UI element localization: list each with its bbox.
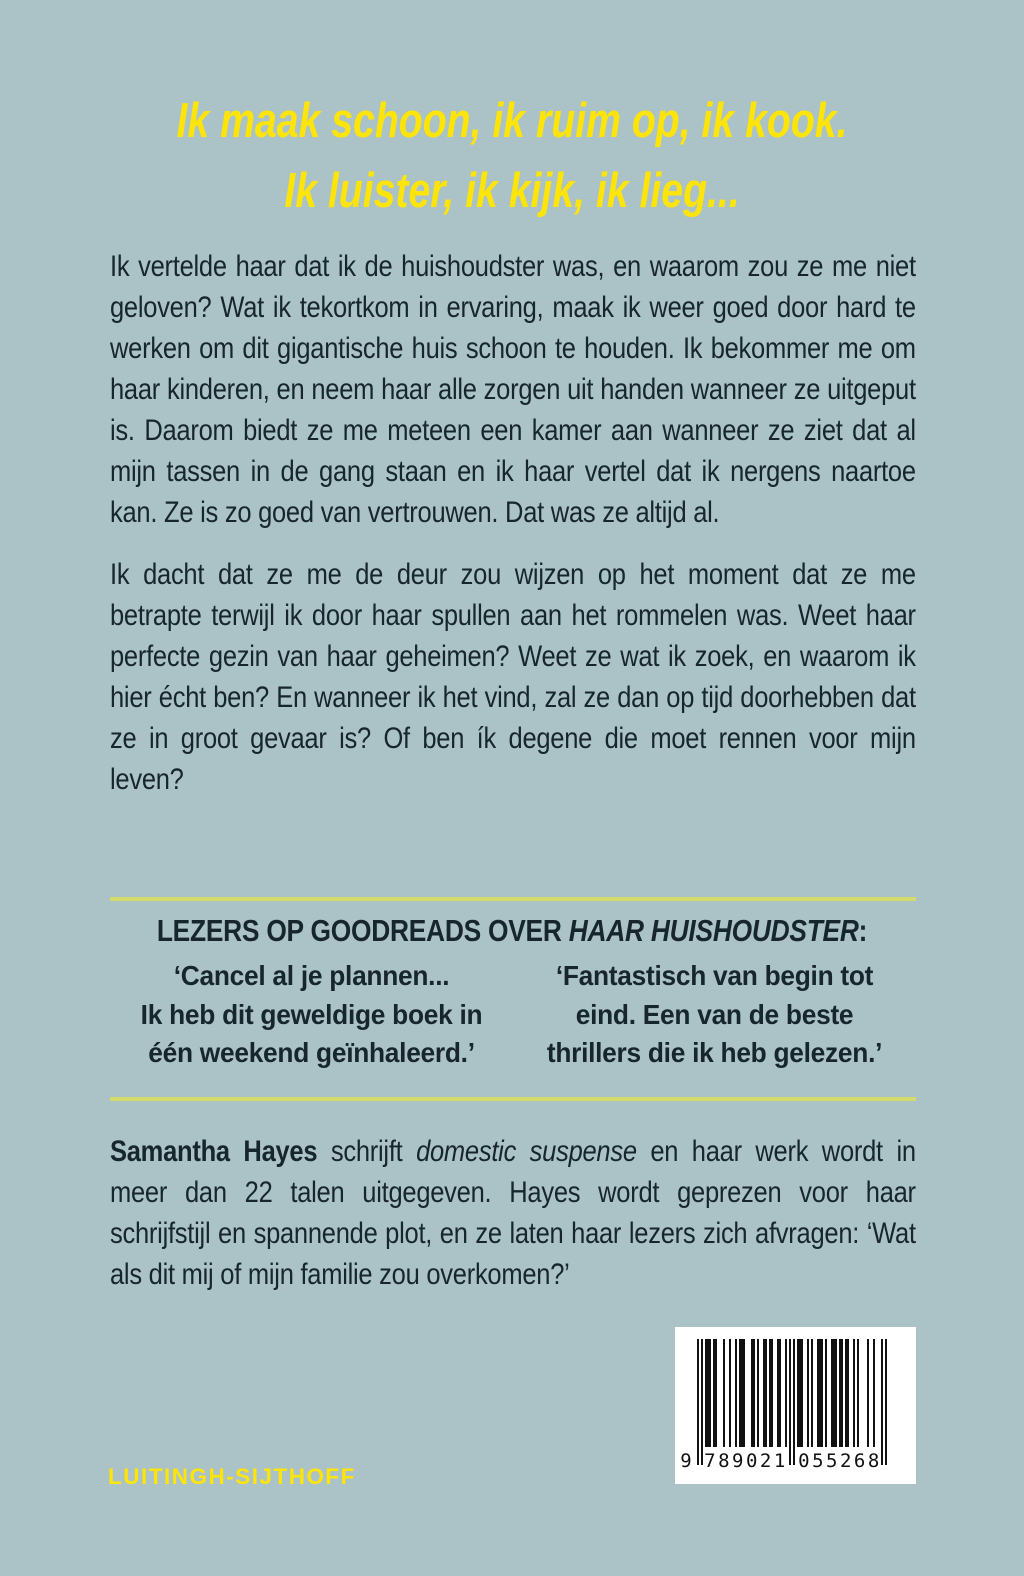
review-quote-1-line-3: één weekend geïnhaleerd.’: [148, 1037, 475, 1068]
review-quote-2-line-1: ‘Fantastisch van begin tot: [555, 960, 874, 991]
reviews-heading-colon: :: [858, 913, 868, 948]
barcode-digits-right: 055268: [798, 1450, 882, 1472]
publisher-logo: LUITINGH-SIJTHOFF: [108, 1464, 356, 1489]
author-bio-text: [110, 1131, 916, 1295]
review-quotes: [110, 957, 916, 1073]
barcode-digit-first: 9: [680, 1450, 692, 1472]
divider-top: [110, 897, 916, 901]
tagline-line-2: Ik luister, ik kijk, ik lieg...: [284, 164, 740, 218]
barcode-digits-left: 789021: [704, 1450, 788, 1472]
review-quote-2: [525, 957, 904, 1073]
divider-bottom: [110, 1097, 916, 1101]
tagline: [0, 86, 1024, 226]
review-quote-2-line-2: eind. Een van de beste: [575, 998, 854, 1030]
author-genre: domestic suspense: [416, 1135, 637, 1168]
reviews-heading-plain: LEZERS OP GOODREADS OVER: [156, 913, 569, 948]
author-bio: [110, 1131, 916, 1295]
review-quote-1: [122, 957, 501, 1073]
blurb-paragraph-1: Ik vertelde haar dat ik de huishoudster was, en waarom zou ze me niet geloven? Wat ik tekortkom in ervaring, maak ik weer goed door hard te werken om dit gigantische huis schoon te houden. Ik bekommer me om haar kinderen, en neem haar alle zorgen uit handen wanneer ze uitgeput is. Daarom biedt ze me meteen een kamer aan wanneer ze ziet dat al mijn tassen in de gang staan en ik haar vertel dat ik nergens naartoe kan. Ze is zo goed van vertrouwen. Dat was ze altijd al.: [110, 250, 916, 529]
tagline-line-1: Ik maak schoon, ik ruim op, ik kook.: [176, 94, 848, 148]
author-bio-mid: schrijft: [317, 1135, 417, 1168]
review-quote-1-line-1: ‘Cancel al je plannen...: [173, 960, 450, 991]
barcode-bars: [697, 1339, 887, 1465]
reviews-heading-text: [77, 913, 947, 949]
author-name: Samantha Hayes: [110, 1135, 318, 1168]
blurb: [110, 246, 916, 821]
reviews-heading: [0, 913, 1024, 949]
author-bio-rest: en haar werk wordt in meer dan 22 talen uitgegeven. Hayes wordt geprezen voor haar schrijfstijl en spannende plot, en ze laten haar lezers zich afvragen: ‘Wat als dit mij of mijn familie zou overkomen?’: [110, 1135, 916, 1291]
blurb-paragraph-2: Ik dacht dat ze me de deur zou wijzen op het moment dat ze me betrapte terwijl ik door haar spullen aan het rommelen was. Weet haar perfecte gezin van haar geheimen? Weet ze wat ik zoek, en waarom ik hier écht ben? En wanneer ik het vind, zal ze dan op tijd doorhebben dat ze in groot gevaar is? Of ben ík degene die moet rennen voor mijn leven?: [110, 558, 916, 796]
reviews-heading-book-title: HAAR HUISHOUDSTER: [568, 913, 859, 948]
review-quote-2-line-3: thrillers die ik heb gelezen.’: [546, 1037, 883, 1068]
barcode: [675, 1327, 916, 1484]
review-quote-1-line-2: Ik heb dit geweldige boek in: [140, 998, 483, 1030]
